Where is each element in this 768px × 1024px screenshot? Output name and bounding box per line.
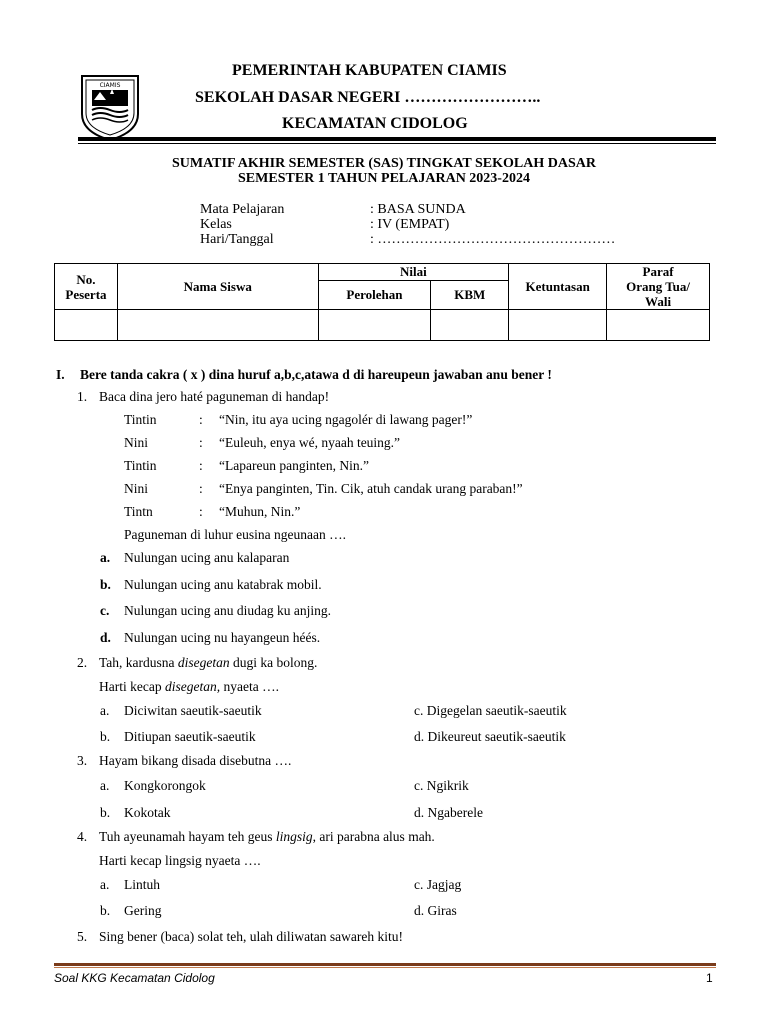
header-nilai: Nilai (318, 264, 509, 281)
option-letter[interactable]: b. (100, 729, 111, 744)
option-text[interactable]: Ditiupan saeutik-saeutik (124, 729, 256, 744)
exam-title-line1: SUMATIF AKHIR SEMESTER (SAS) TINGKAT SEKOLAH DASAR (172, 156, 596, 171)
question-text: Baca dina jero haté paguneman di handap! (99, 389, 330, 404)
header-line3: KECAMATAN CIDOLOG (282, 115, 468, 132)
meta-label-subject: Mata Pelajaran (200, 202, 285, 217)
page-number: 1 (706, 971, 713, 985)
dialog-speaker: Tintin (124, 412, 157, 427)
option-text[interactable]: Diciwitan saeutik-saeutik (124, 703, 262, 718)
question-number: 1. (77, 389, 88, 404)
meta-label-date: Hari/Tanggal (200, 232, 274, 247)
dialog-colon: : (199, 458, 203, 473)
option-text[interactable]: Nulungan ucing anu katabrak mobil. (124, 577, 322, 592)
question-number: 2. (77, 655, 88, 670)
dialog-line: “Euleuh, enya wé, nyaah teuing.” (219, 435, 401, 450)
header-divider (78, 137, 716, 141)
option-letter[interactable]: b. (100, 577, 111, 592)
option-letter[interactable]: a. (100, 778, 110, 793)
dialog-speaker: Nini (124, 435, 149, 450)
meta-value-date: : …………………………………………… (370, 232, 616, 247)
header-no-peserta: No. Peserta (55, 264, 118, 310)
question-prompt: Harti kecap lingsig nyaeta …. (99, 853, 261, 868)
header-nama-siswa: Nama Siswa (117, 264, 318, 310)
cell-perolehan[interactable] (318, 310, 431, 341)
option-text[interactable]: Lintuh (124, 877, 160, 892)
option-text[interactable]: Nulungan ucing anu kalaparan (124, 550, 290, 565)
question-prompt: Paguneman di luhur eusina ngeunaan …. (124, 527, 346, 542)
meta-label-class: Kelas (200, 217, 232, 232)
dialog-line: “Nin, itu aya ucing ngagolér di lawang pager!” (219, 412, 473, 427)
dialog-line: “Lapareun panginten, Nin.” (219, 458, 369, 473)
dialog-colon: : (199, 504, 203, 519)
option-text[interactable]: c. Digegelan saeutik-saeutik (414, 703, 567, 718)
question-number: 5. (77, 929, 88, 944)
dialog-line: “Enya panginten, Tin. Cik, atuh candak urang paraban!” (219, 481, 523, 496)
logo-text: CIAMIS (99, 82, 121, 89)
dialog-speaker: Tintin (124, 458, 157, 473)
header-paraf: Paraf Orang Tua/ Wali (607, 264, 710, 310)
option-text[interactable]: d. Giras (414, 903, 457, 918)
option-text[interactable]: d. Dikeureut saeutik-saeutik (414, 729, 566, 744)
dialog-line: “Muhun, Nin.” (219, 504, 301, 519)
footer-divider-thin (54, 967, 716, 968)
question-number: 3. (77, 753, 88, 768)
cell-no-peserta[interactable] (55, 310, 118, 341)
footer-divider (54, 963, 716, 966)
option-letter[interactable]: a. (100, 877, 110, 892)
header-line1: PEMERINTAH KABUPATEN CIAMIS (232, 62, 507, 79)
option-letter[interactable]: b. (100, 903, 111, 918)
option-letter[interactable]: a. (100, 550, 111, 565)
meta-value-subject: : BASA SUNDA (370, 202, 466, 217)
option-text[interactable]: c. Ngikrik (414, 778, 469, 793)
cell-kbm[interactable] (431, 310, 509, 341)
dialog-speaker: Tintn (124, 504, 153, 519)
header-perolehan: Perolehan (318, 280, 431, 309)
section-instruction: Bere tanda cakra ( x ) dina huruf a,b,c,atawa d di hareupeun jawaban anu bener ! (80, 367, 552, 382)
question-text: Hayam bikang disada disebutna …. (99, 753, 292, 768)
score-table (54, 263, 710, 341)
option-text[interactable]: Kongkorongok (124, 778, 206, 793)
option-text[interactable]: d. Ngaberele (414, 805, 483, 820)
dialog-colon: : (199, 412, 203, 427)
cell-paraf[interactable] (607, 310, 710, 341)
meta-value-class: : IV (EMPAT) (370, 217, 450, 232)
option-text[interactable]: Nulungan ucing nu hayangeun héés. (124, 630, 321, 645)
header-line2: SEKOLAH DASAR NEGERI …………………….. (195, 89, 541, 106)
dialog-colon: : (199, 481, 203, 496)
cell-nama-siswa[interactable] (117, 310, 318, 341)
header-ketuntasan: Ketuntasan (509, 264, 607, 310)
option-letter[interactable]: a. (100, 703, 110, 718)
option-text[interactable]: Kokotak (124, 805, 171, 820)
option-letter[interactable]: b. (100, 805, 111, 820)
dialog-speaker: Nini (124, 481, 149, 496)
cell-ketuntasan[interactable] (509, 310, 607, 341)
dialog-colon: : (199, 435, 203, 450)
question-number: 4. (77, 829, 88, 844)
footer-text: Soal KKG Kecamatan Cidolog (54, 971, 215, 985)
option-text[interactable]: Gering (124, 903, 162, 918)
section-number: I. (56, 367, 65, 382)
question-text: Sing bener (baca) solat teh, ulah diliwatan sawareh kitu! (99, 929, 404, 944)
header-divider-thin (78, 143, 716, 144)
option-text[interactable]: Nulungan ucing anu diudag ku anjing. (124, 603, 331, 618)
question-prompt: Harti kecap disegetan, nyaeta …. (99, 679, 279, 694)
header-kbm: KBM (431, 280, 509, 309)
exam-title-line2: SEMESTER 1 TAHUN PELAJARAN 2023-2024 (238, 171, 530, 186)
option-letter[interactable]: c. (100, 603, 110, 618)
question-text: Tuh ayeunamah hayam teh geus lingsig, ari parabna alus mah. (99, 829, 435, 844)
question-text: Tah, kardusna disegetan dugi ka bolong. (99, 655, 318, 670)
option-letter[interactable]: d. (100, 630, 111, 645)
school-logo (78, 70, 142, 142)
option-text[interactable]: c. Jagjag (414, 877, 462, 892)
